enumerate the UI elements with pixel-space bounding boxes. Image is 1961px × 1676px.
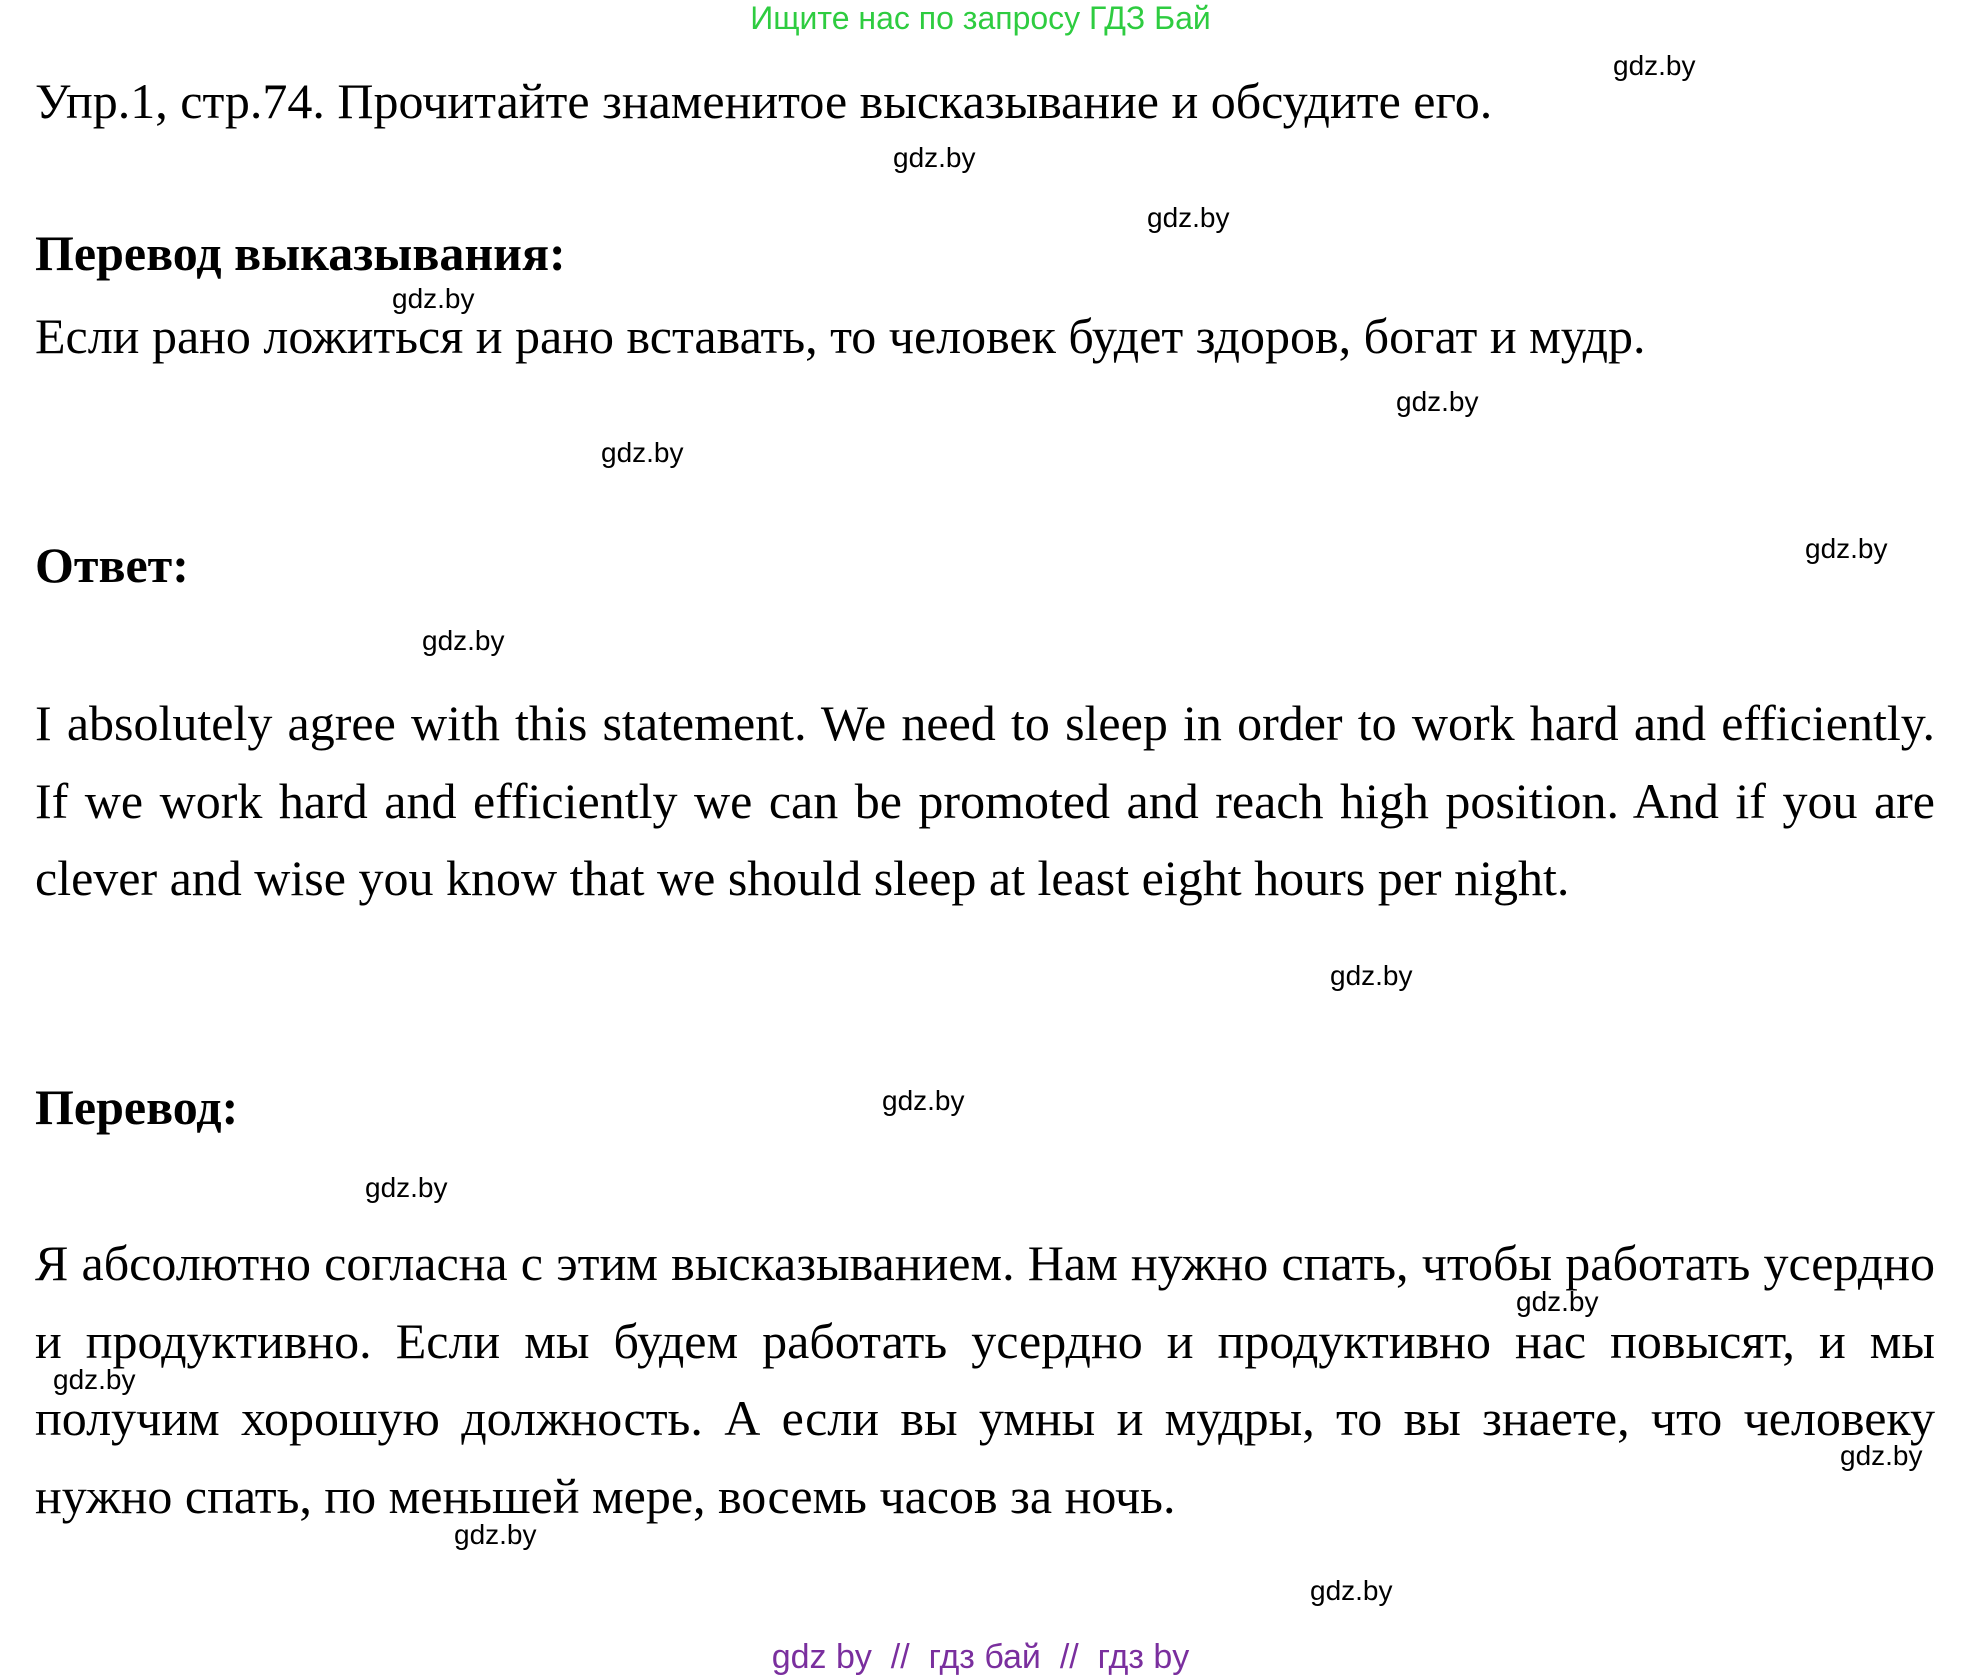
watermark: gdz.by: [882, 1085, 965, 1116]
watermark: gdz.by: [1516, 1286, 1599, 1317]
watermark: gdz.by: [1840, 1440, 1923, 1471]
watermark: gdz.by: [53, 1364, 136, 1395]
watermark: gdz.by: [1310, 1575, 1393, 1606]
watermark: gdz.by: [1147, 202, 1230, 233]
translation-text: Я абсолютно согласна с этим высказыванием. Нам нужно спать, чтобы работать усердно и продуктивно. Если мы будем работать усердно и продуктивно нас повысят, и мы получим хорошую должность. А если вы умны и мудры, то вы знаете, что человеку нужно спать, по меньшей мере, восемь часов за ночь.: [35, 1235, 1935, 1524]
watermark: gdz.by: [1613, 50, 1696, 81]
task-title: Упр.1, стр.74. Прочитайте знаменитое высказывание и обсудите его.: [35, 73, 1493, 129]
answer-heading: Ответ:: [35, 537, 189, 593]
watermark: gdz.by: [392, 283, 475, 314]
top-banner: Ищите нас по запросу ГДЗ Бай: [750, 0, 1211, 36]
watermark: gdz.by: [454, 1519, 537, 1550]
watermark: gdz.by: [1396, 386, 1479, 417]
footer-links: gdz by // гдз бай // гдз by: [771, 1638, 1190, 1676]
quote-heading: Перевод выказывания:: [35, 225, 566, 281]
watermark: gdz.by: [601, 437, 684, 468]
watermark: gdz.by: [1330, 960, 1413, 991]
quote-text: Если рано ложиться и рано вставать, то человек будет здоров, богат и мудр.: [35, 308, 1646, 364]
watermark: gdz.by: [365, 1172, 448, 1203]
watermark: gdz.by: [422, 625, 505, 656]
watermark: gdz.by: [893, 142, 976, 173]
watermark: gdz.by: [1805, 533, 1888, 564]
answer-text: I absolutely agree with this statement. We need to sleep in order to work hard and efficiently. If we work hard and efficiently we can be promoted and reach high position. And if you are clever and wise you know that we should sleep at least eight hours per night.: [35, 695, 1935, 906]
translation-heading: Перевод:: [35, 1079, 239, 1135]
